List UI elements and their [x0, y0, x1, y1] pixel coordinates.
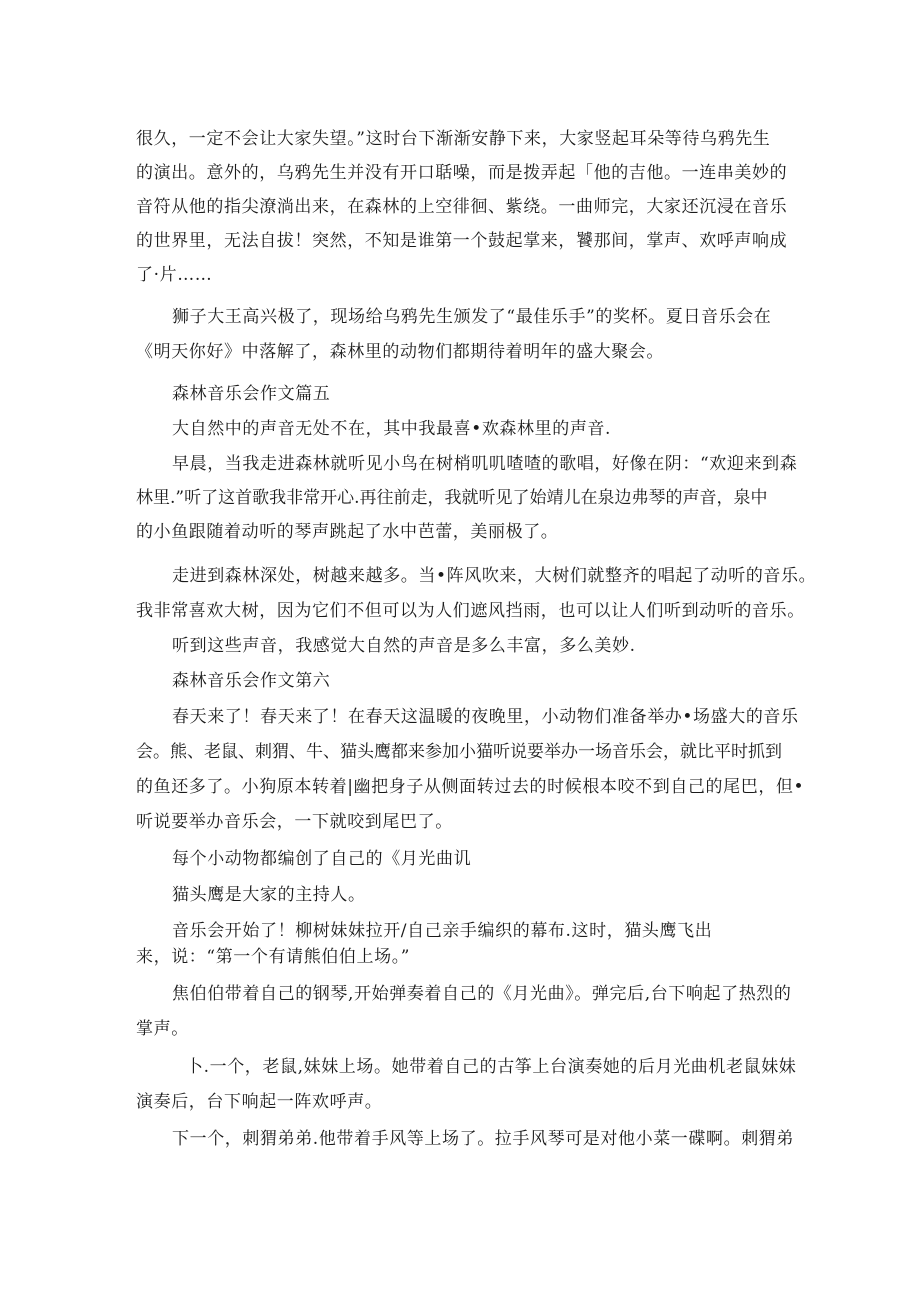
text-line: 猫头鹰是大家的主持人。 [172, 885, 366, 905]
text-line: 会。熊、老鼠、刺猬、牛、猫头鹰都来参加小猫听说要举办一场音乐会，就比平时抓到 [136, 742, 782, 762]
text-line: 音乐会开始了！柳树妹妹拉开/自己亲手编织的幕布.这时，猫头鹰飞出 [172, 921, 713, 941]
text-line: 焦伯伯带着自己的钢琴,开始弹奏着自己的《月光曲》。弹完后,台下响起了热烈的 [172, 984, 792, 1004]
text-line: 大自然中的声音无处不在，其中我最喜•欢森林里的声音. [172, 419, 612, 439]
text-line: 的鱼还多了。小狗原本转着|幽把身子从侧面转过去的时候根本咬不到自己的尾巴，但• [136, 777, 805, 797]
text-line: 掌声。 [136, 1019, 189, 1039]
text-line: 很久，一定不会让大家失望。”这时台下渐渐安静下来，大家竖起耳朵等待乌鸦先生 [136, 129, 771, 149]
section-heading: 森林音乐会作文篇五 [172, 384, 331, 404]
text-line: 早晨，当我走进森林就听见小鸟在树梢叽叽喳喳的歌唱，好像在阴：“欢迎来到森 [172, 454, 798, 474]
text-line: 每个小动物都编创了自己的《月光曲讥 [172, 849, 472, 869]
text-line: 音符从他的指尖潦淌出来，在森林的上空徘徊、紫绕。一曲师完，大家还沉浸在音乐 [136, 197, 788, 217]
text-line: 演奏后，台下响起一阵欢呼声。 [136, 1092, 383, 1112]
text-line: 了·片…… [136, 265, 213, 285]
text-line: 卜.一个，老鼠,妹妹上场。她带着自己的古筝上台演奏她的后月光曲机老鼠妹妹 [186, 1057, 797, 1077]
text-line: 听说要举办音乐会，一下就咬到尾巴了。 [136, 812, 453, 832]
text-line: 来，说：“第一个有请熊伯伯上场。” [136, 947, 411, 967]
text-line: 的小鱼跟随着动听的琴声跳起了水中芭蕾，美丽极了。 [136, 522, 559, 542]
text-line: 听到这些声音，我感觉大自然的声音是多么丰富，多么美妙. [172, 636, 636, 656]
text-line: 春天来了！春天来了！在春天这温暖的夜晚里，小动物们准备举办•场盛大的音乐 [172, 707, 799, 727]
text-line: 《明天你好》中落解了，森林里的动物们都期待着明年的盛大聚会。 [136, 342, 664, 362]
text-line: 的演出。意外的，乌鸦先生并没有开口聒噪，而是拨弄起「他的吉他。一连串美妙的 [136, 163, 788, 183]
section-heading: 森林音乐会作文第六 [172, 671, 331, 691]
text-line: 狮子大王高兴极了，现场给乌鸦先生颁发了“最佳乐手”的奖杯。夏日音乐会在 [172, 307, 772, 327]
text-line: 下一个，刺猬弟弟.他带着手风等上场了。拉手风琴可是对他小菜一碟啊。刺猬弟 [172, 1129, 795, 1149]
text-line: 我非常喜欢大树，因为它们不但可以为人们遮风挡雨，也可以让人们听到动听的音乐。 [136, 601, 805, 621]
text-line: 的世界里，无法自拔！突然，不知是谁第一个鼓起掌来，饕那间，掌声、欢呼声响成 [136, 231, 788, 251]
text-line: 走进到森林深处，树越来越多。当•阵风吹来，大树们就整齐的唱起了动听的音乐。 [172, 566, 817, 586]
text-line: 林里.”听了这首歌我非常开心.再往前走，我就听见了始靖儿在泉边弗琴的声音，泉中 [136, 488, 768, 508]
